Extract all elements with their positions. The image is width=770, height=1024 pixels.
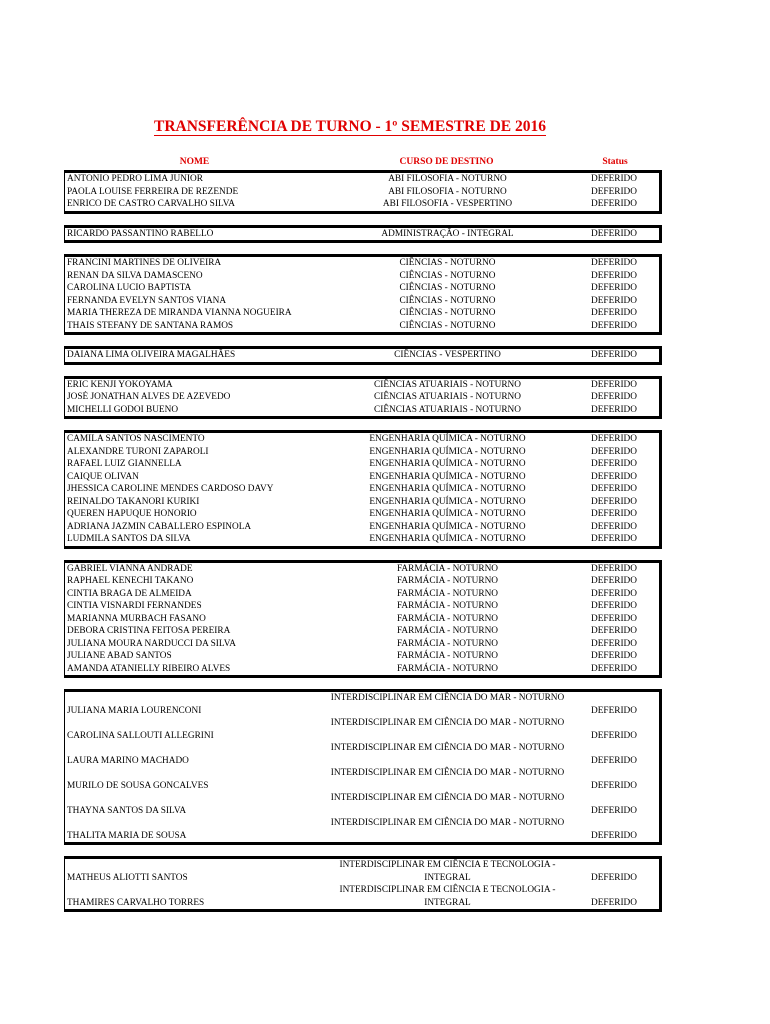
status-cell: DEFERIDO xyxy=(591,283,637,293)
table-row xyxy=(65,173,659,186)
student-name-cell: CAMILA SANTOS NASCIMENTO xyxy=(67,434,205,444)
table-row xyxy=(65,433,659,446)
course-cell: CIÊNCIAS - NOTURNO xyxy=(399,283,496,293)
course-cell: ENGENHARIA QUÍMICA - NOTURNO xyxy=(369,496,526,507)
student-name-cell: CAIQUE OLIVAN xyxy=(67,471,139,482)
course-cell: ENGENHARIA QUÍMICA - NOTURNO xyxy=(369,446,526,457)
course-group xyxy=(64,225,662,244)
status-cell: DEFERIDO xyxy=(591,638,637,649)
course-cell: FARMÁCIA - NOTURNO xyxy=(396,601,499,611)
table-row xyxy=(65,404,659,417)
student-name-cell: LAURA MARINO MACHADO xyxy=(67,755,189,766)
status-cell: DEFERIDO xyxy=(591,446,637,457)
status-cell: DEFERIDO xyxy=(591,872,637,883)
status-cell: DEFERIDO xyxy=(591,705,637,716)
student-name-cell: CINTIA BRAGA DE ALMEIDA xyxy=(67,588,192,599)
status-cell: DEFERIDO xyxy=(591,651,637,661)
student-name-cell: ANTONIO PEDRO LIMA JUNIOR xyxy=(67,174,203,184)
course-cell: CIÊNCIAS ATUARIAIS - NOTURNO xyxy=(374,379,521,390)
status-cell: DEFERIDO xyxy=(591,295,637,306)
status-cell: DEFERIDO xyxy=(591,320,637,331)
table-header xyxy=(64,157,662,170)
student-name-cell: ERIC KENJI YOKOYAMA xyxy=(67,379,173,390)
course-cell: FARMÁCIA - NOTURNO xyxy=(396,638,499,649)
student-name-cell: THAMIRES CARVALHO TORRES xyxy=(67,897,205,908)
table-row xyxy=(65,446,659,459)
status-cell: DEFERIDO xyxy=(591,601,637,611)
course-cell: ENGENHARIA QUÍMICA - NOTURNO xyxy=(369,459,526,469)
student-name-cell: JOSÉ JONATHAN ALVES DE AZEVEDO xyxy=(67,392,231,402)
course-cell: CIÊNCIAS - NOTURNO xyxy=(399,270,496,281)
student-name-cell: JULIANA MARIA LOURENCONI xyxy=(67,705,202,716)
course-cell: FARMÁCIA - NOTURNO xyxy=(396,588,499,599)
course-cell: ABI FILOSOFIA - VESPERTINO xyxy=(382,199,513,209)
table-row xyxy=(65,613,659,626)
table-row xyxy=(65,186,659,199)
student-name-cell: DEBORA CRISTINA FEITOSA PEREIRA xyxy=(67,626,231,636)
course-cell: CIÊNCIAS - NOTURNO xyxy=(399,295,496,306)
table-row xyxy=(65,349,659,362)
course-group xyxy=(64,254,662,335)
student-name-cell: PAOLA LOUISE FERREIRA DE REZENDE xyxy=(67,186,239,197)
course-cell: ADMINISTRAÇÃO - INTEGRAL xyxy=(381,228,514,239)
course-cell: INTERDISCIPLINAR EM CIÊNCIA E TECNOLOGIA - INTEGRAL xyxy=(339,885,556,908)
student-name-cell: RAPHAEL KENECHI TAKANO xyxy=(67,576,194,586)
table-row xyxy=(65,228,659,241)
status-cell: DEFERIDO xyxy=(591,588,637,599)
student-name-cell: CINTIA VISNARDI FERNANDES xyxy=(67,601,202,611)
course-group xyxy=(64,430,662,549)
table-row xyxy=(65,533,659,546)
status-cell: DEFERIDO xyxy=(591,404,637,415)
student-name-cell: QUEREN HAPUQUE HONORIO xyxy=(67,509,197,519)
course-cell: INTERDISCIPLINAR EM CIÊNCIA E TECNOLOGIA - INTEGRAL xyxy=(339,860,556,883)
table-row xyxy=(65,379,659,392)
table-row xyxy=(65,307,659,320)
table-row xyxy=(65,198,659,211)
table-row xyxy=(65,320,659,333)
status-cell: DEFERIDO xyxy=(591,830,637,841)
status-cell: DEFERIDO xyxy=(591,174,637,184)
table-row xyxy=(65,625,659,638)
student-name-cell: FERNANDA EVELYN SANTOS VIANA xyxy=(67,295,227,306)
course-cell: FARMÁCIA - NOTURNO xyxy=(396,626,499,636)
status-cell: DEFERIDO xyxy=(591,897,637,908)
status-cell: DEFERIDO xyxy=(591,780,637,791)
table-row xyxy=(65,742,659,767)
course-cell: FARMÁCIA - NOTURNO xyxy=(396,613,499,624)
table-row xyxy=(65,563,659,576)
student-name-cell: MURILO DE SOUSA GONCALVES xyxy=(67,780,209,791)
course-group xyxy=(64,856,662,912)
student-name-cell: CAROLINA LUCIO BAPTISTA xyxy=(67,283,192,293)
table-row xyxy=(65,483,659,496)
status-cell: DEFERIDO xyxy=(591,379,637,390)
student-name-cell: JULIANA MOURA NARDUCCI DA SILVA xyxy=(67,638,236,649)
table-row xyxy=(65,663,659,676)
student-name-cell: CAROLINA SALLOUTI ALLEGRINI xyxy=(67,730,214,741)
course-cell: CIÊNCIAS - NOTURNO xyxy=(399,320,496,331)
header-status: Status xyxy=(602,157,628,167)
course-cell: INTERDISCIPLINAR EM CIÊNCIA DO MAR - NOTURNO xyxy=(330,718,565,728)
status-cell: DEFERIDO xyxy=(591,496,637,507)
status-cell: DEFERIDO xyxy=(591,563,637,574)
student-name-cell: THAYNA SANTOS DA SILVA xyxy=(67,805,187,816)
page-title xyxy=(0,118,700,136)
course-cell: ENGENHARIA QUÍMICA - NOTURNO xyxy=(369,521,526,532)
course-cell: FARMÁCIA - NOTURNO xyxy=(396,576,499,586)
page-title-text: TRANSFERÊNCIA DE TURNO - 1º SEMESTRE DE 2016 xyxy=(154,118,546,135)
student-name-cell: MICHELLI GODOI BUENO xyxy=(67,404,179,415)
status-cell: DEFERIDO xyxy=(591,186,637,197)
student-name-cell: MARIANNA MURBACH FASANO xyxy=(67,613,206,624)
student-name-cell: ALEXANDRE TURONI ZAPAROLI xyxy=(67,446,209,457)
table-row xyxy=(65,792,659,817)
course-group xyxy=(64,560,662,679)
course-cell: ENGENHARIA QUÍMICA - NOTURNO xyxy=(369,534,526,544)
status-cell: DEFERIDO xyxy=(591,663,637,674)
table-row xyxy=(65,859,659,884)
course-cell: CIÊNCIAS - NOTURNO xyxy=(399,308,496,318)
status-cell: DEFERIDO xyxy=(591,730,637,741)
course-cell: ENGENHARIA QUÍMICA - NOTURNO xyxy=(369,434,526,444)
status-cell: DEFERIDO xyxy=(591,626,637,636)
student-name-cell: RAFAEL LUIZ GIANNELLA xyxy=(67,459,182,469)
student-name-cell: ADRIANA JAZMIN CABALLERO ESPINOLA xyxy=(67,521,252,532)
table-row xyxy=(65,496,659,509)
course-cell: INTERDISCIPLINAR EM CIÊNCIA DO MAR - NOTURNO xyxy=(330,693,565,703)
table-row xyxy=(65,257,659,270)
student-name-cell: DAIANA LIMA OLIVEIRA MAGALHÃES xyxy=(67,350,236,360)
course-group xyxy=(64,170,662,214)
status-cell: DEFERIDO xyxy=(591,805,637,816)
header-course: CURSO DE DESTINO xyxy=(399,157,494,167)
course-cell: ENGENHARIA QUÍMICA - NOTURNO xyxy=(369,471,526,482)
status-cell: DEFERIDO xyxy=(591,228,637,239)
table-row xyxy=(65,391,659,404)
table-row xyxy=(65,588,659,601)
status-cell: DEFERIDO xyxy=(591,509,637,519)
course-cell: INTERDISCIPLINAR EM CIÊNCIA DO MAR - NOTURNO xyxy=(330,743,565,753)
status-cell: DEFERIDO xyxy=(591,534,637,544)
course-group xyxy=(64,346,662,365)
table-row xyxy=(65,521,659,534)
table-row xyxy=(65,717,659,742)
status-cell: DEFERIDO xyxy=(591,308,637,318)
student-name-cell: RICARDO PASSANTINO RABELLO xyxy=(67,228,214,239)
table-row xyxy=(65,767,659,792)
status-cell: DEFERIDO xyxy=(591,270,637,281)
table-row xyxy=(65,817,659,842)
course-cell: CIÊNCIAS - NOTURNO xyxy=(399,258,496,268)
course-cell: INTERDISCIPLINAR EM CIÊNCIA DO MAR - NOTURNO xyxy=(330,793,565,803)
header-name: NOME xyxy=(179,157,210,167)
course-cell: ABI FILOSOFIA - NOTURNO xyxy=(388,186,507,197)
student-name-cell: THAIS STEFANY DE SANTANA RAMOS xyxy=(67,320,234,331)
status-cell: DEFERIDO xyxy=(591,613,637,624)
table-row xyxy=(65,884,659,909)
course-cell: CIÊNCIAS ATUARIAIS - NOTURNO xyxy=(374,404,521,415)
transfer-table xyxy=(64,170,662,923)
status-cell: DEFERIDO xyxy=(591,459,637,469)
course-cell: ENGENHARIA QUÍMICA - NOTURNO xyxy=(369,509,526,519)
student-name-cell: RENAN DA SILVA DAMASCENO xyxy=(67,270,203,281)
table-row xyxy=(65,508,659,521)
table-row xyxy=(65,575,659,588)
status-cell: DEFERIDO xyxy=(591,521,637,532)
table-row xyxy=(65,650,659,663)
table-row xyxy=(65,638,659,651)
table-row xyxy=(65,458,659,471)
student-name-cell: GABRIEL VIANNA ANDRADE xyxy=(67,563,193,574)
table-row xyxy=(65,282,659,295)
course-cell: ENGENHARIA QUÍMICA - NOTURNO xyxy=(369,484,526,494)
table-row xyxy=(65,471,659,484)
student-name-cell: JHESSICA CAROLINE MENDES CARDOSO DAVY xyxy=(67,484,274,494)
course-group xyxy=(64,376,662,420)
student-name-cell: FRANCINI MARTINES DE OLIVEIRA xyxy=(67,258,222,268)
table-row xyxy=(65,270,659,283)
student-name-cell: MATHEUS ALIOTTI SANTOS xyxy=(67,872,188,883)
student-name-cell: JULIANE ABAD SANTOS xyxy=(67,651,172,661)
status-cell: DEFERIDO xyxy=(591,199,637,209)
course-cell: FARMÁCIA - NOTURNO xyxy=(396,563,499,574)
table-row xyxy=(65,692,659,717)
course-group xyxy=(64,689,662,845)
student-name-cell: ENRICO DE CASTRO CARVALHO SILVA xyxy=(67,199,236,209)
course-cell: ABI FILOSOFIA - NOTURNO xyxy=(388,174,507,184)
status-cell: DEFERIDO xyxy=(591,755,637,766)
table-row xyxy=(65,295,659,308)
status-cell: DEFERIDO xyxy=(591,484,637,494)
course-cell: INTERDISCIPLINAR EM CIÊNCIA DO MAR - NOTURNO xyxy=(330,768,565,778)
course-cell: INTERDISCIPLINAR EM CIÊNCIA DO MAR - NOTURNO xyxy=(330,818,565,828)
status-cell: DEFERIDO xyxy=(591,350,637,360)
status-cell: DEFERIDO xyxy=(591,434,637,444)
status-cell: DEFERIDO xyxy=(591,471,637,482)
status-cell: DEFERIDO xyxy=(591,576,637,586)
status-cell: DEFERIDO xyxy=(591,392,637,402)
student-name-cell: LUDMILA SANTOS DA SILVA xyxy=(67,534,191,544)
table-row xyxy=(65,600,659,613)
course-cell: CIÊNCIAS - VESPERTINO xyxy=(394,350,501,360)
student-name-cell: AMANDA ATANIELLY RIBEIRO ALVES xyxy=(67,663,231,674)
student-name-cell: THALITA MARIA DE SOUSA xyxy=(67,830,187,841)
course-cell: CIÊNCIAS ATUARIAIS - NOTURNO xyxy=(374,392,521,402)
course-cell: FARMÁCIA - NOTURNO xyxy=(396,663,499,674)
course-cell: FARMÁCIA - NOTURNO xyxy=(396,651,499,661)
student-name-cell: REINALDO TAKANORI KURIKI xyxy=(67,496,200,507)
status-cell: DEFERIDO xyxy=(591,258,637,268)
student-name-cell: MARIA THEREZA DE MIRANDA VIANNA NOGUEIRA xyxy=(67,308,292,318)
